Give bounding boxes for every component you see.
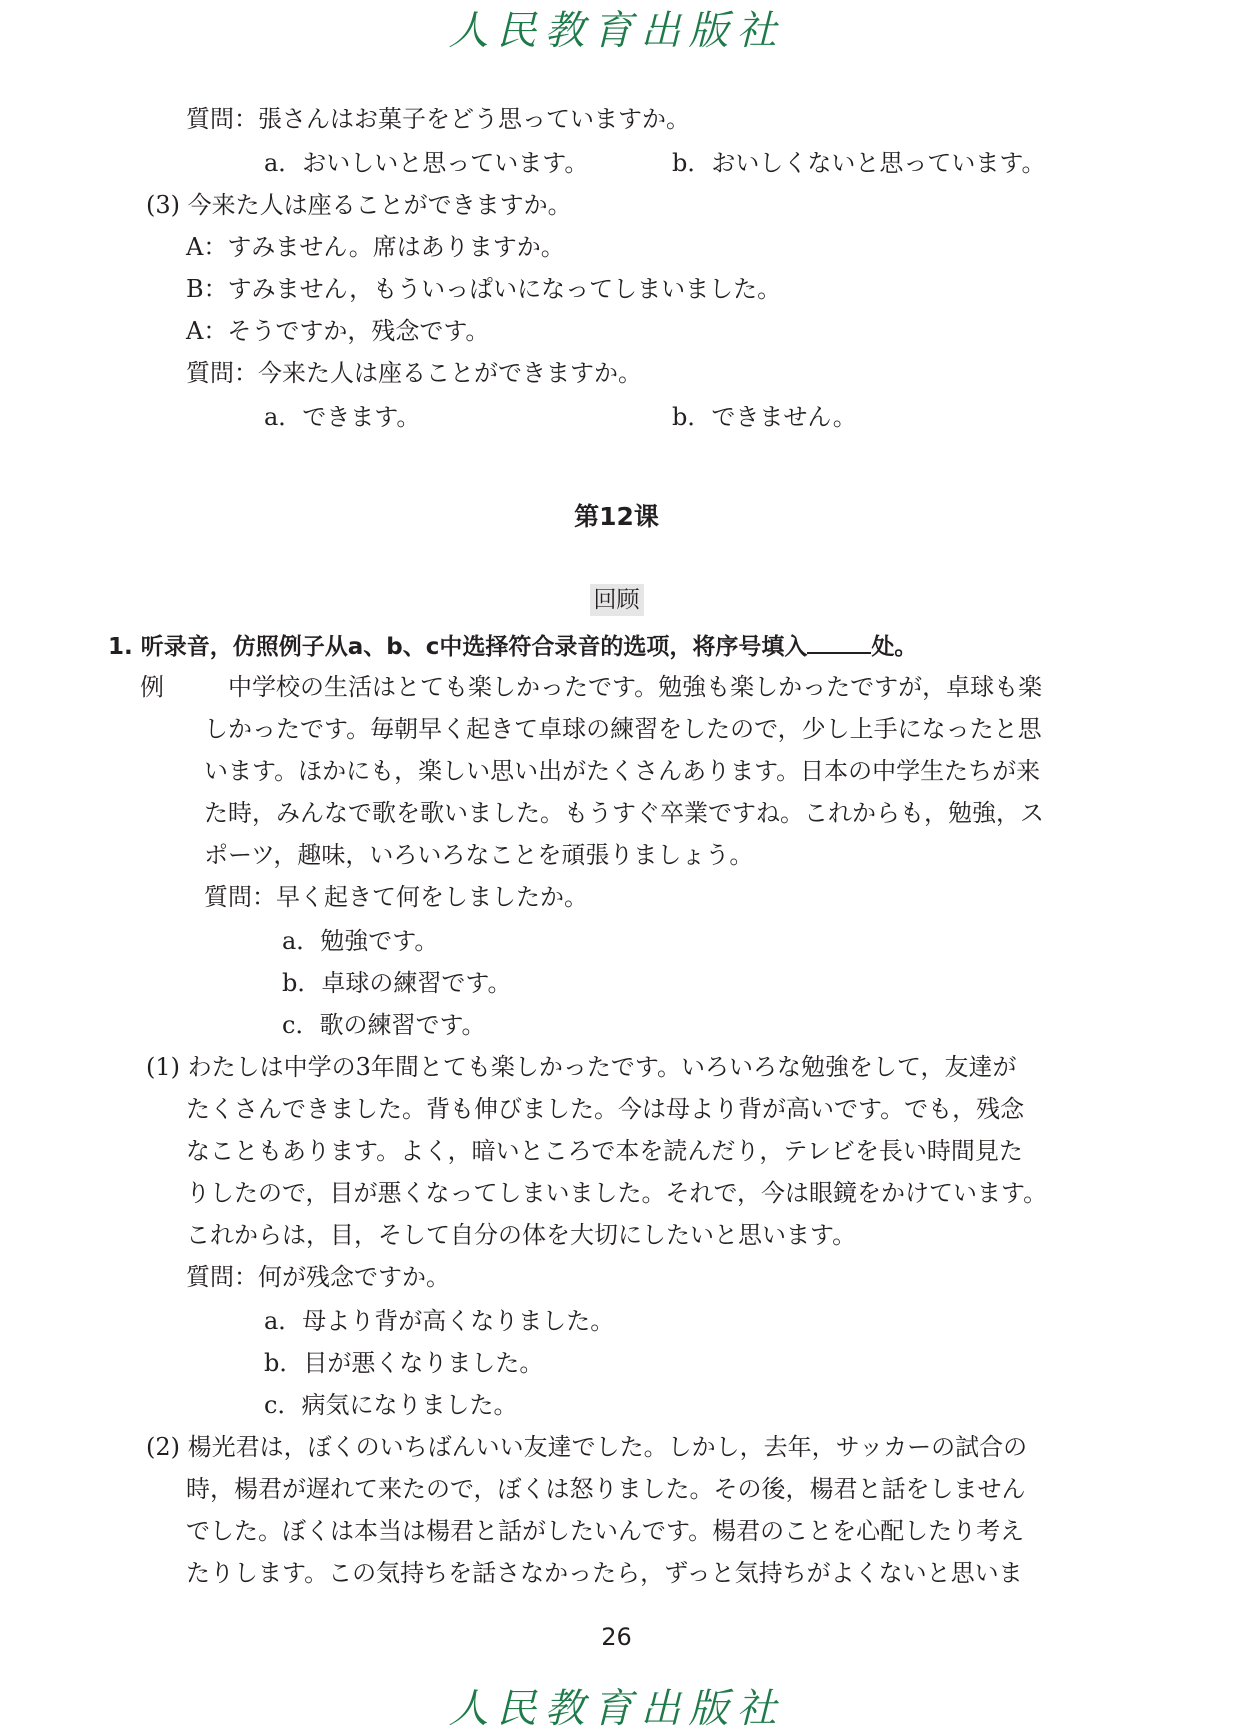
example-line: た時，みんなで歌を歌いました。もうすぐ卒業ですね。これからも，勉強，ス (204, 799, 1044, 827)
item1-line: りしたので，目が悪くなってしまいました。それで，今は眼鏡をかけています。 (186, 1179, 1048, 1207)
example-line: 中学校の生活はとても楽しかったです。勉強も楽しかったですが，卓球も楽 (228, 673, 1043, 701)
publisher-logo-top: 人民教育出版社 (448, 8, 785, 54)
item3-title: (3) 今来た人は座ることができますか。 (146, 191, 572, 219)
item3-option-b: b．できません。 (672, 403, 857, 431)
item3-question: 質問：今来た人は座ることができますか。 (186, 359, 642, 387)
item3-options (264, 400, 1164, 434)
item3-option-a: a．できます。 (264, 403, 421, 431)
exercise-instruction (108, 628, 917, 664)
answer-blank (807, 628, 871, 654)
item2-line: 時，楊君が遅れて来たので，ぼくは怒りました。その後，楊君と話をしません (186, 1475, 1026, 1503)
q2-option-b: b．おいしくないと思っています。 (672, 149, 1046, 177)
example-line: ポーツ，趣味，いろいろなことを頑張りましょう。 (204, 841, 754, 869)
q2-options (264, 146, 1164, 180)
item1-option: a．母より背が高くなりました。 (264, 1307, 615, 1335)
example-option: b．卓球の練習です。 (282, 969, 512, 997)
q2-question: 質問：張さんはお菓子をどう思っていますか。 (186, 105, 690, 133)
lesson-title: 第12课 (574, 502, 659, 531)
example-question: 質問：早く起きて何をしましたか。 (204, 883, 588, 911)
item2-line: でした。ぼくは本当は楊君と話がしたいんです。楊君のことを心配したり考え (186, 1517, 1025, 1545)
item2-line: (2) 楊光君は，ぼくのいちばんいい友達でした。しかし，去年，サッカーの試合の (146, 1433, 1028, 1461)
item1-option: b．目が悪くなりました。 (264, 1349, 544, 1377)
example-option: a．勉強です。 (282, 927, 439, 955)
example-option: c．歌の練習です。 (282, 1011, 486, 1039)
item1-line: (1) わたしは中学の3年間とても楽しかったです。いろいろな勉強をして，友達が (146, 1053, 1017, 1081)
publisher-logo-bottom: 人民教育出版社 (448, 1686, 785, 1732)
item1-line: なこともあります。よく，暗いところで本を読んだり，テレビを長い時間見た (186, 1137, 1023, 1165)
item1-option: c．病気になりました。 (264, 1391, 518, 1419)
section-title: 回顾 (590, 584, 644, 616)
instruction-text: 1. 听录音，仿照例子从a、b、c中选择符合录音的选项，将序号填入 (108, 634, 808, 660)
page-number: 26 (601, 1623, 632, 1651)
item1-line: これからは，目，そして自分の体を大切にしたいと思います。 (186, 1221, 857, 1249)
item2-line: たりします。この気持ちを話さなかったら，ずっと気持ちがよくないと思いま (186, 1559, 1023, 1587)
q2-option-a: a．おいしいと思っています。 (264, 149, 589, 177)
item1-question: 質問：何が残念ですか。 (186, 1263, 450, 1291)
item3-line-a2: A：そうですか，残念です。 (186, 317, 490, 345)
item3-line-b: B：すみません，もういっぱいになってしまいました。 (186, 275, 782, 303)
example-line: しかったです。毎朝早く起きて卓球の練習をしたので，少し上手になったと思 (204, 715, 1042, 743)
item3-line-a1: A：すみません。席はありますか。 (186, 233, 565, 261)
item1-line: たくさんできました。背も伸びました。今は母より背が高いです。でも，残念 (186, 1095, 1025, 1123)
instruction-end: 处。 (871, 634, 918, 660)
example-line: います。ほかにも，楽しい思い出がたくさんあります。日本の中学生たちが来 (204, 757, 1041, 785)
section-title-wrap (0, 584, 1233, 616)
example-label: 例 (140, 673, 164, 701)
